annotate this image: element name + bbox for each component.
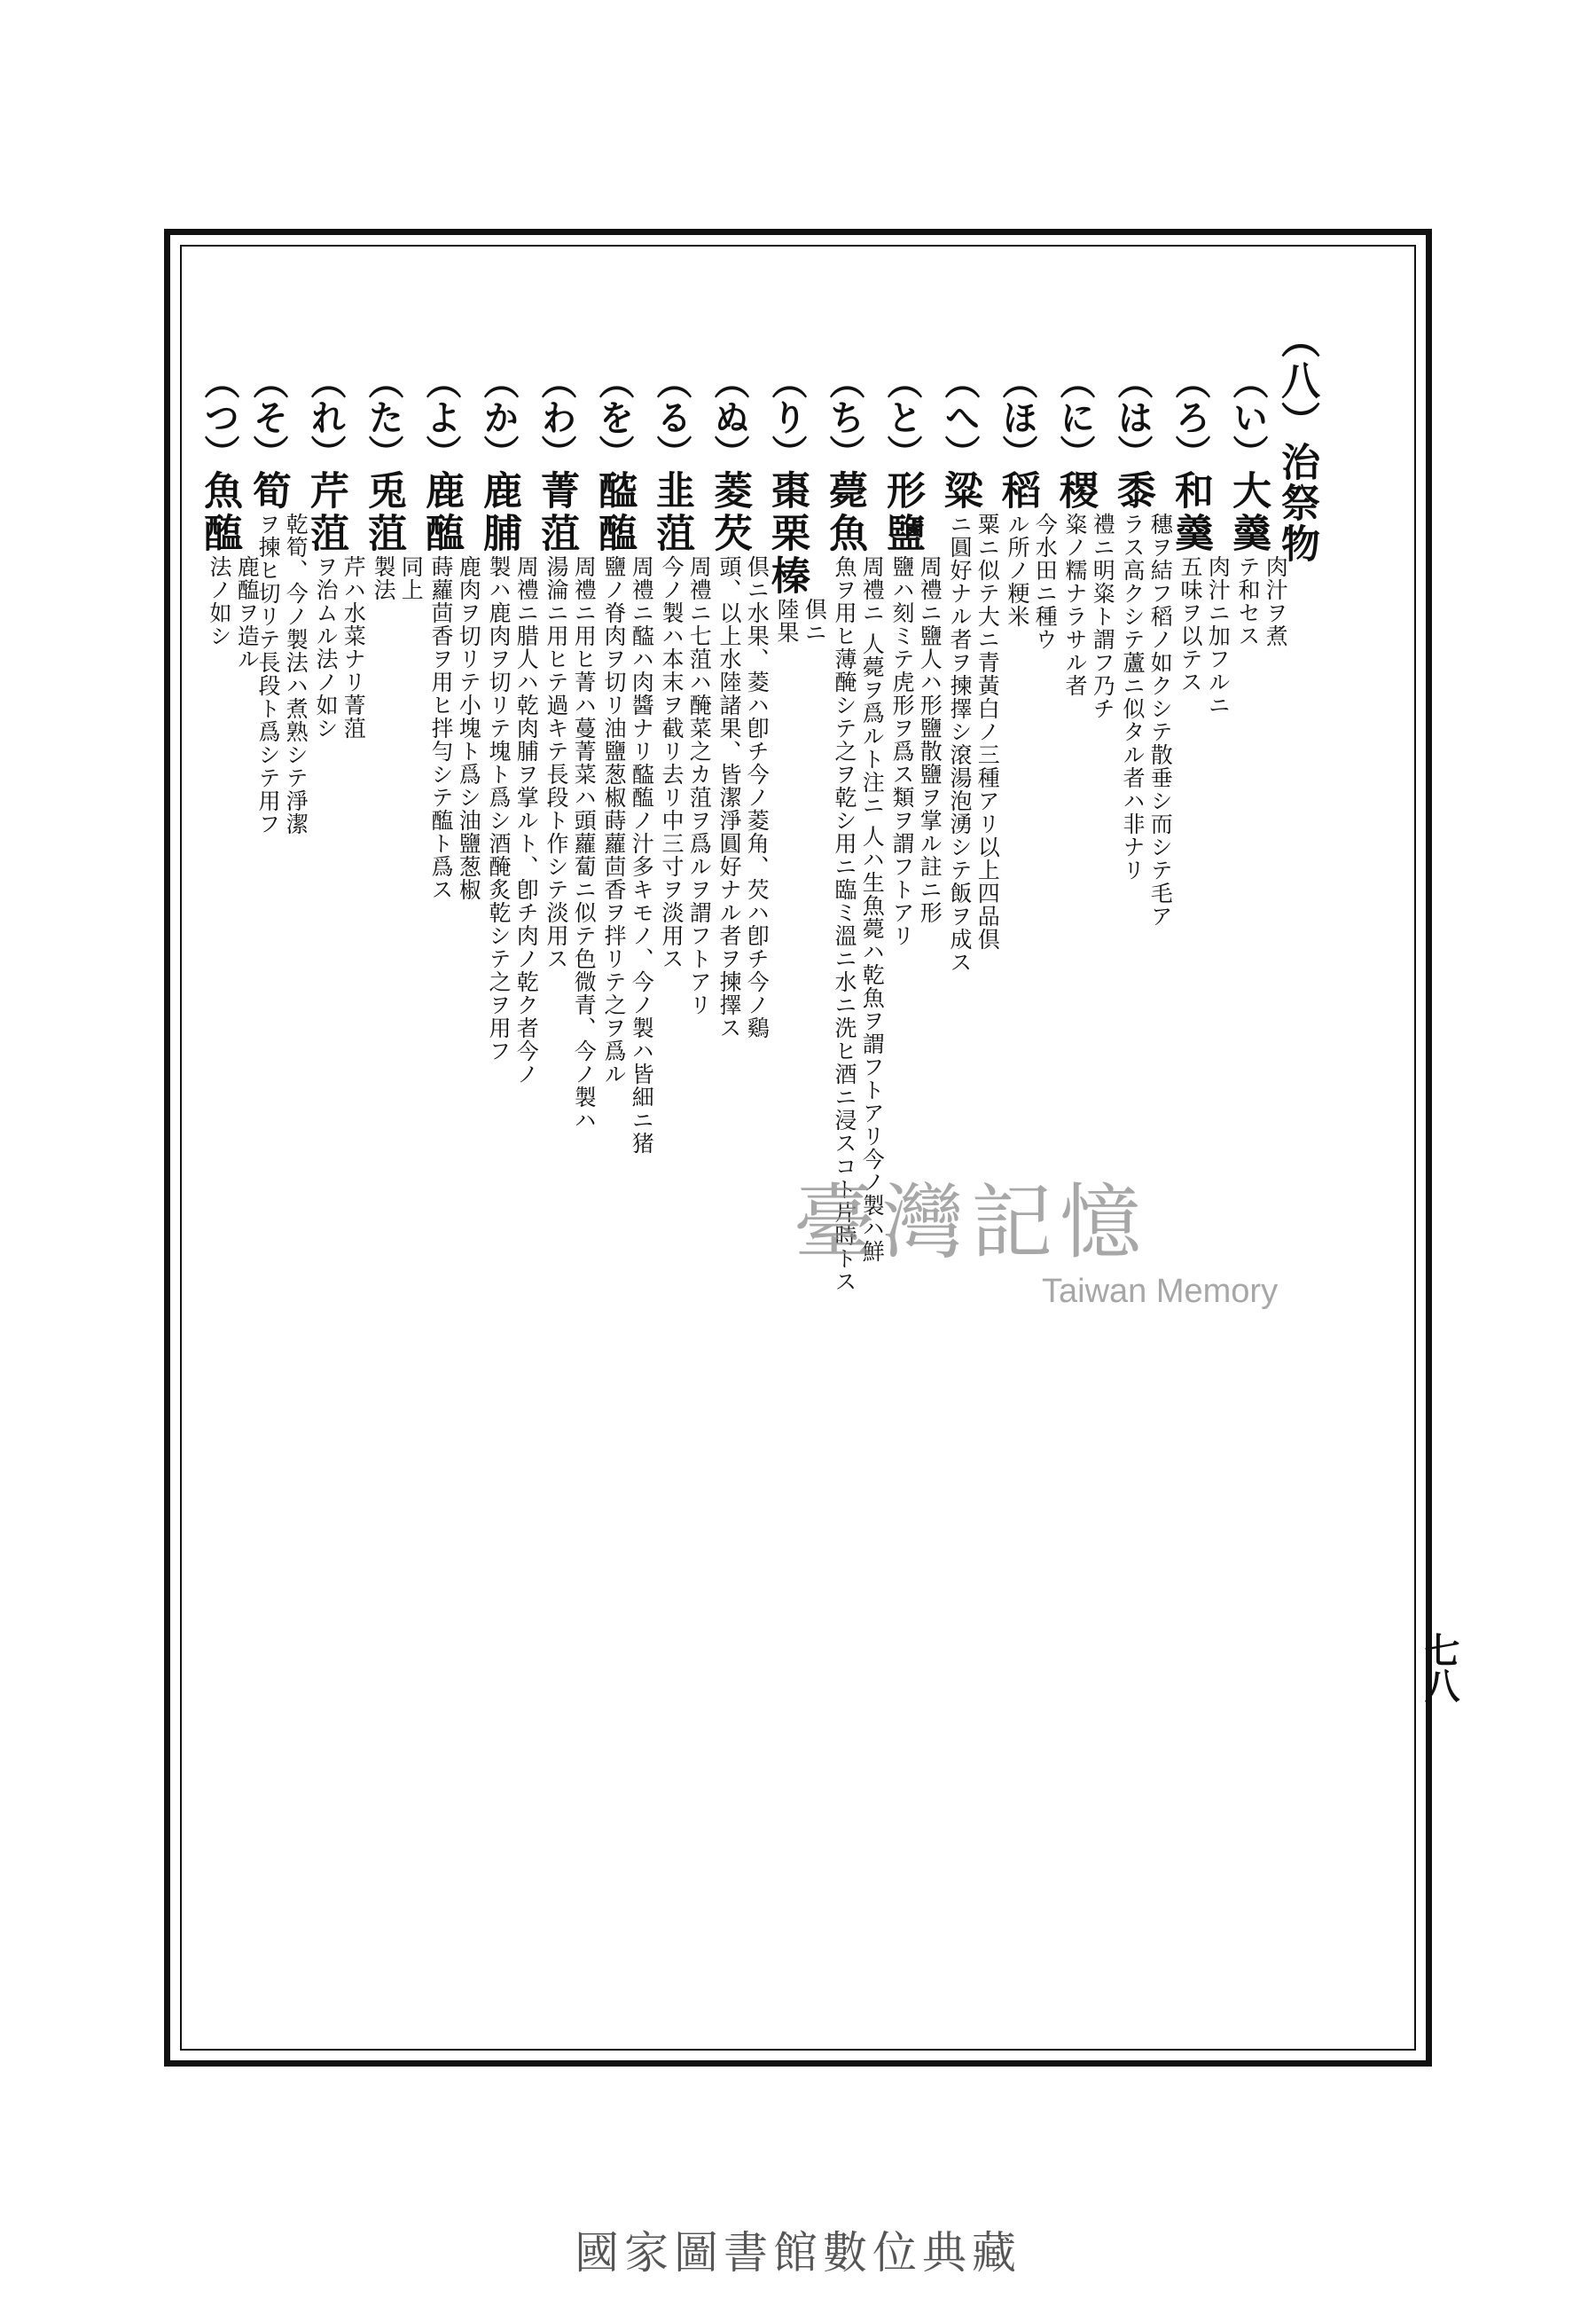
entry-term: 醓醢 bbox=[591, 470, 637, 555]
entry-term: 菱芡 bbox=[707, 470, 752, 555]
entry-note: ヲ揀ヒ切リテ長段ト爲シテ用フ bbox=[255, 513, 281, 835]
entry-note: 周禮ニ 人薨ヲ爲ルト注ニ 人ハ生魚薨ハ乾魚ヲ謂フトアリ今ノ製ハ鮮 bbox=[859, 555, 886, 1263]
entry-mark: （と） bbox=[881, 364, 923, 470]
entry-note: 今水田ニ種ウ bbox=[1032, 513, 1059, 651]
entry-column bbox=[191, 364, 261, 671]
entry-note: 同上 bbox=[398, 555, 425, 601]
entry-mark: （そ） bbox=[247, 364, 289, 470]
entry-note: 周禮ニ用ヒ菁ハ蔓菁菜ハ頭蘿蔔ニ似テ色微青、今ノ製ハ bbox=[571, 555, 598, 1132]
entry-note: 周禮ニ鹽人ハ形鹽散鹽ヲ掌ル註ニ形 bbox=[917, 555, 943, 924]
entry-term: 黍 bbox=[1110, 470, 1155, 513]
entry-mark: （に） bbox=[1054, 364, 1096, 470]
entry-note: 製ハ鹿肉ヲ切リテ塊ト爲シ酒醃炙乾シテ之ヲ用フ bbox=[486, 555, 512, 1063]
entry-mark: （は） bbox=[1112, 364, 1154, 470]
entry-note: 周禮ニ腊人ハ乾肉脯ヲ掌ルト、卽チ肉ノ乾ク者今ノ bbox=[513, 555, 540, 1086]
entry-note: 肉汁ニ加フルニ bbox=[1205, 555, 1232, 717]
entry-note: 鹽ハ刻ミテ虎形ヲ爲ス類ヲ謂フトアリ bbox=[889, 555, 915, 947]
entry-mark: （ろ） bbox=[1170, 364, 1211, 470]
entry-note: 五味ヲ以テス bbox=[1177, 555, 1203, 694]
entry-term: 大羹 bbox=[1225, 470, 1271, 555]
entry-term: 鹿脯 bbox=[476, 470, 521, 555]
entry-note: テ和セス bbox=[1235, 555, 1261, 647]
entry-mark: （り） bbox=[766, 364, 808, 470]
entry-mark: （た） bbox=[363, 364, 404, 470]
entry-mark: （る） bbox=[651, 364, 692, 470]
entry-note: ラス高クシテ蘆ニ似タル者ハ非ナリ bbox=[1120, 513, 1146, 882]
entry-note: 鹽ノ脊肉ヲ切リ油鹽葱椒蒔蘿茴香ヲ拌リテ之ヲ爲ル bbox=[601, 555, 627, 1086]
entry-note: 鹿醢ヲ造ル bbox=[234, 555, 261, 671]
entry-mark: （ぬ） bbox=[708, 364, 750, 470]
entry-term: 棗栗榛 bbox=[764, 470, 810, 598]
entry-term: 稷 bbox=[1052, 470, 1098, 513]
entry-note: 製法 bbox=[371, 555, 396, 601]
entry-mark: （よ） bbox=[420, 364, 462, 470]
entry-note: ニ圓好ナル者ヲ揀擇シ滾湯泡湧シテ飯ヲ成ス bbox=[947, 513, 973, 974]
entry-mark: （へ） bbox=[939, 364, 981, 470]
entry-note: 今ノ製ハ本末ヲ截リ去リ中三寸ヲ淡用ス bbox=[659, 555, 685, 970]
entry-term: 韭菹 bbox=[649, 470, 694, 555]
entry-term: 形鹽 bbox=[880, 470, 925, 555]
entry-note: 肉汁ヲ煮 bbox=[1263, 555, 1289, 647]
entry-note: 蒔蘿茴香ヲ用ヒ拌勻シテ醢ト爲ス bbox=[428, 555, 454, 901]
entry-note: 鹿肉ヲ切リテ小塊ト爲シ油鹽葱椒 bbox=[456, 555, 482, 901]
entry-note: 陸果 bbox=[774, 598, 800, 644]
entry-note: 穗ヲ結フ稻ノ如クシテ散垂シ而シテ毛ア bbox=[1147, 513, 1174, 928]
entry-mark: （ち） bbox=[824, 364, 865, 470]
entry-term: 粱 bbox=[937, 470, 982, 513]
entry-term: 兎菹 bbox=[361, 470, 406, 555]
entry-term: 鹿醢 bbox=[419, 470, 464, 555]
entry-term: 筍 bbox=[246, 470, 291, 513]
entry-note: 芹ハ水菜ナリ菁菹 bbox=[340, 555, 367, 740]
entry-term: 菁菹 bbox=[534, 470, 579, 555]
entry-note: ル所ノ粳米 bbox=[1005, 513, 1030, 628]
entry-mark: （れ） bbox=[305, 364, 347, 470]
entry-note: 魚ヲ用ヒ薄醃シテ之ヲ乾シ用ニ臨ミ溫ニ水ニ洗ヒ酒ニ浸スコト片時トス bbox=[832, 555, 857, 1293]
entry-mark: （を） bbox=[593, 364, 635, 470]
entry-note: 周禮ニ醓ハ肉醬ナリ醓醢ノ汁多キモノ、今ノ製ハ皆細ニ猪 bbox=[629, 555, 655, 1155]
entry-note: 法ノ如シ bbox=[207, 555, 232, 647]
entry-mark: （わ） bbox=[536, 364, 577, 470]
entry-term: 和羹 bbox=[1168, 470, 1213, 555]
footer-credit: 國家圖書館數位典藏 bbox=[575, 2227, 1021, 2279]
watermark-chinese: 臺灣記憶 bbox=[794, 1175, 1149, 1270]
section-label: （八）治祭物 bbox=[1274, 319, 1319, 564]
entry-mark: （ほ） bbox=[997, 364, 1038, 470]
entry-note: 周禮ニ七菹ハ醃菜之カ菹ヲ爲ルヲ謂フトアリ bbox=[686, 555, 713, 1016]
watermark bbox=[794, 1157, 1290, 1335]
entry-term: 薨魚 bbox=[822, 470, 867, 555]
entry-term: 魚醢 bbox=[197, 470, 242, 555]
entry-mark: （か） bbox=[478, 364, 520, 470]
entry-note: ヲ治ムル法ノ如シ bbox=[313, 555, 339, 740]
entry-term: 芹菹 bbox=[303, 470, 348, 555]
entry-term: 稻 bbox=[995, 470, 1040, 513]
entry-mark: （い） bbox=[1227, 364, 1269, 470]
entry-note: 倶ニ水果、菱ハ卽チ今ノ菱角、芡ハ卽チ今ノ鷄 bbox=[744, 555, 771, 1039]
entry-note: 湯淪ニ用ヒテ過キテ長段ト作シテ淡用ス bbox=[544, 555, 569, 970]
entry-note: 粢ノ糯ナラサル者 bbox=[1062, 513, 1088, 697]
watermark-english: Taiwan Memory bbox=[1042, 1273, 1279, 1310]
page-number: 七八 bbox=[1419, 1632, 1460, 1703]
entry-note: 乾筍、今ノ製法ハ煮熟シテ淨潔 bbox=[283, 513, 309, 835]
entry-mark: （つ） bbox=[199, 364, 240, 470]
entry-note: 粟ニ似テ大ニ青黃白ノ三種アリ以上四品倶 bbox=[974, 513, 1001, 951]
entry-note: 禮ニ明粢ト謂フ乃チ bbox=[1090, 513, 1116, 720]
entry-note: 頭、以上水陸諸果、皆潔淨圓好ナル者ヲ揀擇ス bbox=[716, 555, 742, 1039]
entry-note: 倶ニ bbox=[802, 598, 828, 644]
